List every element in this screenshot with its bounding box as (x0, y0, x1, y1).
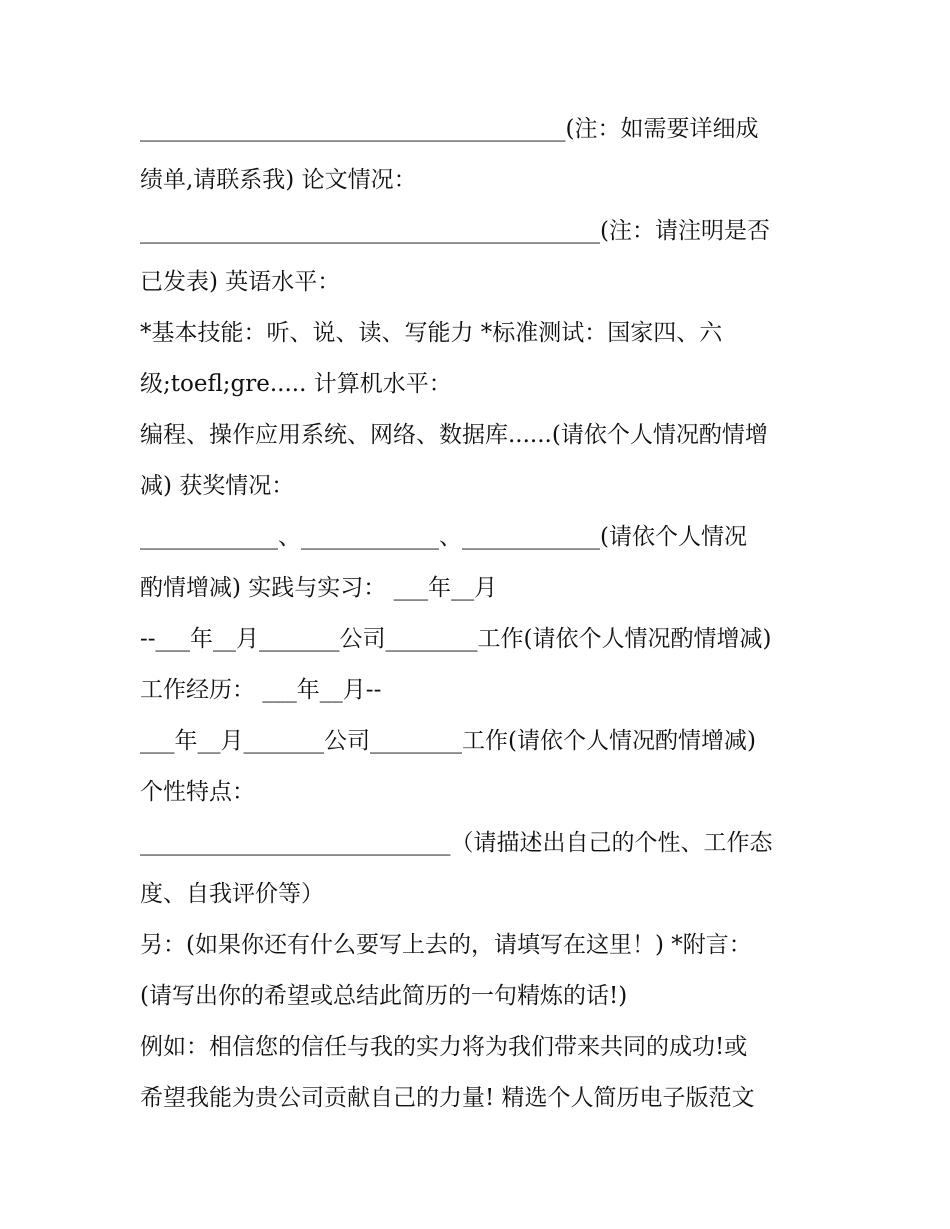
text-line: 编程、操作应用系统、网络、数据库......(请依个人情况酌情增 (140, 422, 768, 448)
text-line: 工作经历： ___年__月-- (140, 677, 382, 703)
text-line: 已发表) 英语水平： (140, 269, 341, 295)
text-line: _____________________________________(注：如需要详细成 (140, 116, 759, 142)
text-line: ___年__月_______公司________工作(请依个人情况酌情增减) (140, 728, 756, 754)
text-line: (请写出你的希望或总结此简历的一句精炼的话!) (140, 983, 628, 1009)
text-line: *基本技能：听、说、读、写能力 *标准测试：国家四、六 (140, 320, 723, 346)
text-line: ________________________________________(注：请注明是否 (140, 218, 770, 244)
text-line: 级;toefl;gre..... 计算机水平： (140, 371, 452, 397)
text-line: ____________、____________、____________(请依个人情况 (140, 524, 747, 550)
text-line: 减) 获奖情况： (140, 473, 295, 499)
text-line: 个性特点： (140, 779, 255, 805)
text-line: 另：(如果你还有什么要写上去的，请填写在这里！) *附言： (140, 932, 752, 958)
text-line: 度、自我评价等） (140, 881, 324, 907)
text-line: ___________________________（请描述出自己的个性、工作态 (140, 830, 773, 856)
text-line: 绩单,请联系我) 论文情况： (140, 167, 417, 193)
text-line: 例如：相信您的信任与我的实力将为我们带来共同的成功!或 (140, 1034, 748, 1060)
text-line: 酌情增减) 实践与实习： ___年__月 (140, 575, 498, 601)
text-line: 希望我能为贵公司贡献自己的力量! 精选个人简历电子版范文 (140, 1085, 755, 1111)
document-body (140, 104, 820, 1124)
text-line: --___年__月_______公司________工作(请依个人情况酌情增减) (140, 626, 772, 652)
